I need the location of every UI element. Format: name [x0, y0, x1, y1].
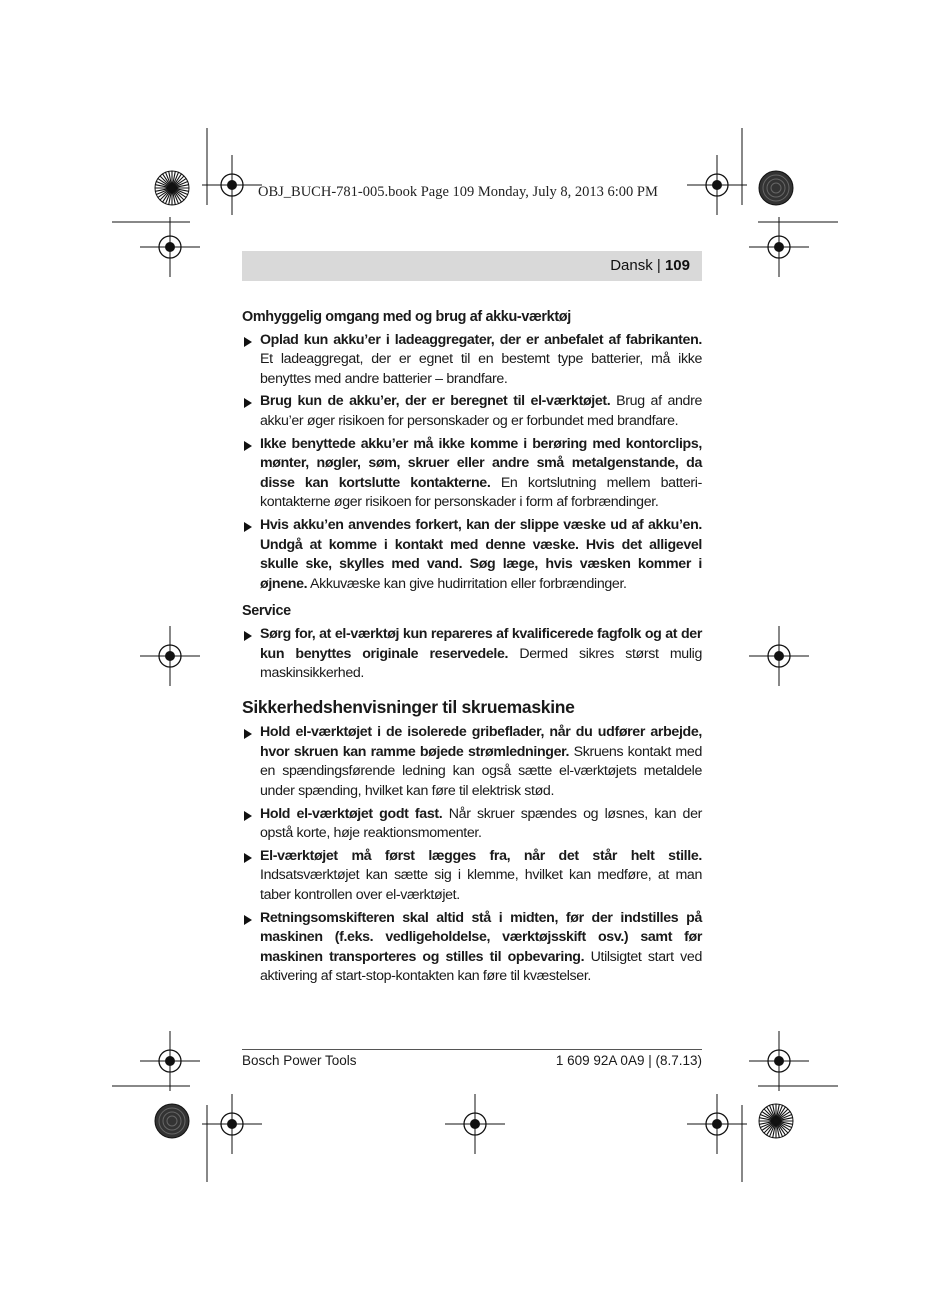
bullet-triangle-icon	[244, 337, 252, 347]
list-item	[242, 625, 702, 684]
item-text: Når skruer spændes og løsnes, kan der opstå korte, høje reaktionsmomenter.	[260, 805, 702, 842]
item-emphasis: Oplad kun akku’er i ladeaggregater, der er anbefalet af fabrikanten.	[260, 331, 702, 348]
item-text: Akkuvæske kan give hudirritation eller forbrændinger.	[307, 575, 627, 592]
item-text: Dermed sikres størst mulig maskinsikkerhed.	[260, 645, 702, 682]
bullet-triangle-icon	[244, 915, 252, 925]
item-text: Indsatsværktøjet kan sætte sig i klemme, hvilket kan medføre, at man taber kontrollen over el-værktøjet.	[260, 867, 702, 904]
page-number: 109	[664, 257, 690, 274]
slug-line: OBJ_BUCH-781-005.book Page 109 Monday, July 8, 2013 6:00 PM	[258, 184, 658, 200]
item-emphasis: Hvis akku’en anvendes forkert, kan der slippe væske ud af akku’en. Undgå at komme i kontakt med denne væske. Hvis det alligevel skulle ske, skylles med vand. Søg læge, hvis væsken kommer i øjnene.	[260, 516, 702, 592]
list-item	[242, 909, 702, 987]
subheading-service: Service	[242, 603, 291, 620]
main-content	[242, 308, 702, 990]
subheading-battery-care: Omhyggelig omgang med og brug af akku-værktøj	[242, 309, 571, 325]
section-title-screwdriver-safety: Sikkerhedshenvisninger til skruemaskine	[242, 696, 575, 717]
item-text: Brug af andre akku’er øger risikoen for personskader og er forbundet med brandfare.	[260, 393, 702, 429]
header-separator: |	[652, 257, 665, 274]
bullet-triangle-icon	[244, 441, 252, 451]
header-text	[610, 257, 690, 274]
footer-rule	[242, 1049, 702, 1050]
item-text: Et ladeaggregat, der er egnet til en bestemt type batterier, må ikke benyttes med andre batterier – brandfare.	[260, 351, 702, 387]
bullet-triangle-icon	[244, 398, 252, 408]
page-header	[242, 251, 702, 281]
list-item	[242, 331, 702, 390]
item-emphasis: Brug kun de akku’er, der er beregnet til el-værktøjet.	[260, 393, 611, 410]
bullet-triangle-icon	[244, 853, 252, 863]
list-item	[242, 847, 702, 906]
footer-doc-number: 1 609 92A 0A9 | (8.7.13)	[555, 1053, 702, 1068]
header-language: Dansk	[610, 257, 653, 274]
bullet-triangle-icon	[244, 729, 252, 739]
bullet-triangle-icon	[244, 811, 252, 821]
item-emphasis: Sørg for, at el-værktøj kun repareres af kvalificerede fagfolk og at der kun benyttes originale reservedele.	[260, 625, 702, 662]
bullet-triangle-icon	[244, 631, 252, 641]
footer-publisher: Bosch Power Tools	[242, 1053, 357, 1068]
item-emphasis: Hold el-værktøjet i de isolerede gribeflader, når du udfører arbejde, hvor skruen kan ramme bøjede strømledninger.	[260, 724, 702, 760]
list-item	[242, 805, 702, 844]
item-emphasis: Retningsomskifteren skal altid stå i midten, før der indstilles på maskinen (f.eks. vedligeholdelse, værktøjsskift osv.) samt før maskinen transporteres og stilles til opbevaring.	[260, 909, 702, 965]
item-emphasis: Hold el-værktøjet godt fast.	[260, 805, 443, 822]
item-text: Skruens kontakt med en spændingsførende ledning kan også sætte el-værktøjets metaldele under spænding, hvilket kan føre til elektrisk stød.	[260, 743, 702, 800]
item-text: En kortslutning mellem batteri-kontakterne øger risikoen for personskader i form af forbrændinger.	[260, 474, 702, 511]
list-item	[242, 723, 702, 801]
list-item	[242, 516, 702, 594]
list-item	[242, 392, 702, 431]
item-emphasis: Ikke benyttede akku’er må ikke komme i berøring med kontorclips, mønter, nøgler, søm, skruer eller andre små metalgenstande, da disse kan kortslutte kontakterne.	[260, 435, 702, 491]
item-text: Utilsigtet start ved aktivering af start-stop-kontakten kan føre til kvæstelser.	[260, 948, 702, 985]
bullet-triangle-icon	[244, 522, 252, 532]
list-item	[242, 435, 702, 513]
item-emphasis: El-værktøjet må først lægges fra, når det står helt stille.	[260, 847, 702, 864]
